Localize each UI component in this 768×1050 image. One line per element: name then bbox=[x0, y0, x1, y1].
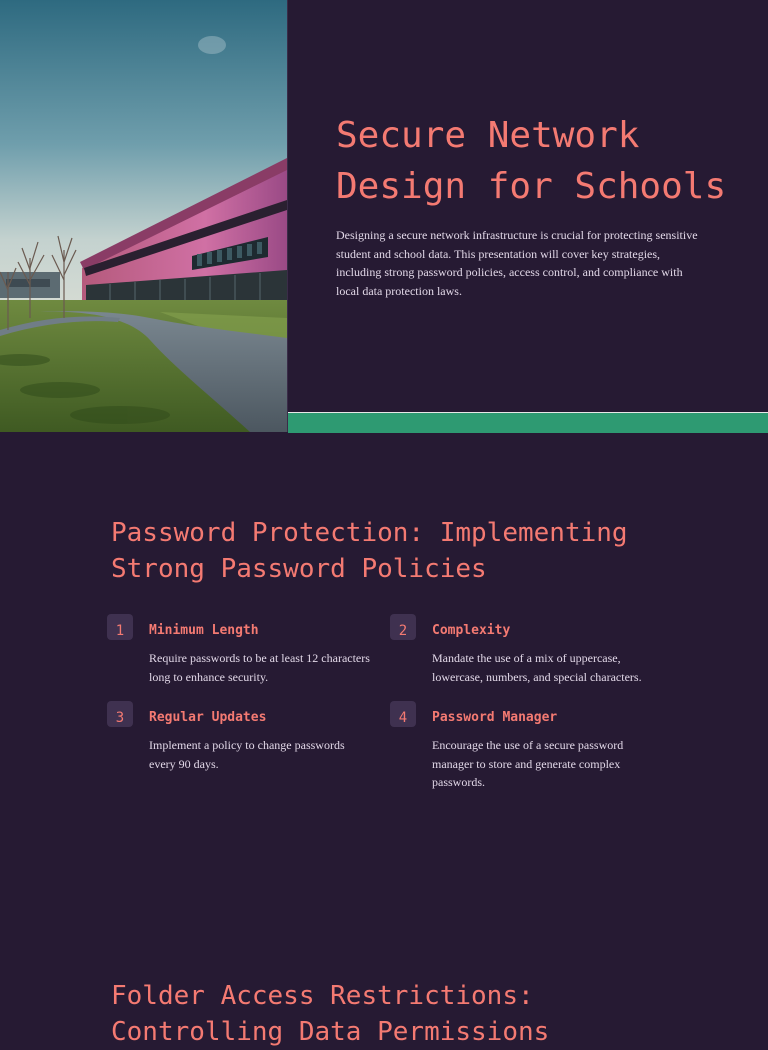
policy-item-description: Encourage the use of a secure password manager to store and generate complex passwords. bbox=[432, 738, 624, 790]
policy-item-title: Complexity bbox=[432, 623, 511, 638]
hero-section bbox=[0, 0, 768, 432]
section-title: Password Protection: Implementing Strong Password Policies bbox=[111, 518, 628, 584]
accent-bar bbox=[288, 412, 768, 433]
policy-item-description: Implement a policy to change passwords every 90 days. bbox=[149, 738, 345, 771]
number-badge: 1 bbox=[107, 614, 133, 640]
policy-item-description: Require passwords to be at least 12 characters long to enhance security. bbox=[149, 651, 370, 684]
policy-item-title: Regular Updates bbox=[149, 710, 267, 725]
number-badge: 3 bbox=[107, 701, 133, 727]
school-building-photo bbox=[0, 0, 287, 432]
policy-item-title: Minimum Length bbox=[149, 623, 259, 638]
policy-item-description: Mandate the use of a mix of uppercase, lowercase, numbers, and special characters. bbox=[432, 651, 642, 684]
hero-description: Designing a secure network infrastructure is crucial for protecting sensitive student and school data. This presentation will cover key strategies, including strong password policies, access control, and compliance with local data protection laws. bbox=[336, 228, 698, 298]
number-badge: 2 bbox=[390, 614, 416, 640]
page-title: Secure Network Design for Schools bbox=[336, 115, 727, 207]
section-title: Folder Access Restrictions: Controlling Data Permissions bbox=[111, 981, 550, 1047]
number-badge: 4 bbox=[390, 701, 416, 727]
policy-item-title: Password Manager bbox=[432, 710, 558, 725]
hero-divider bbox=[287, 0, 288, 432]
